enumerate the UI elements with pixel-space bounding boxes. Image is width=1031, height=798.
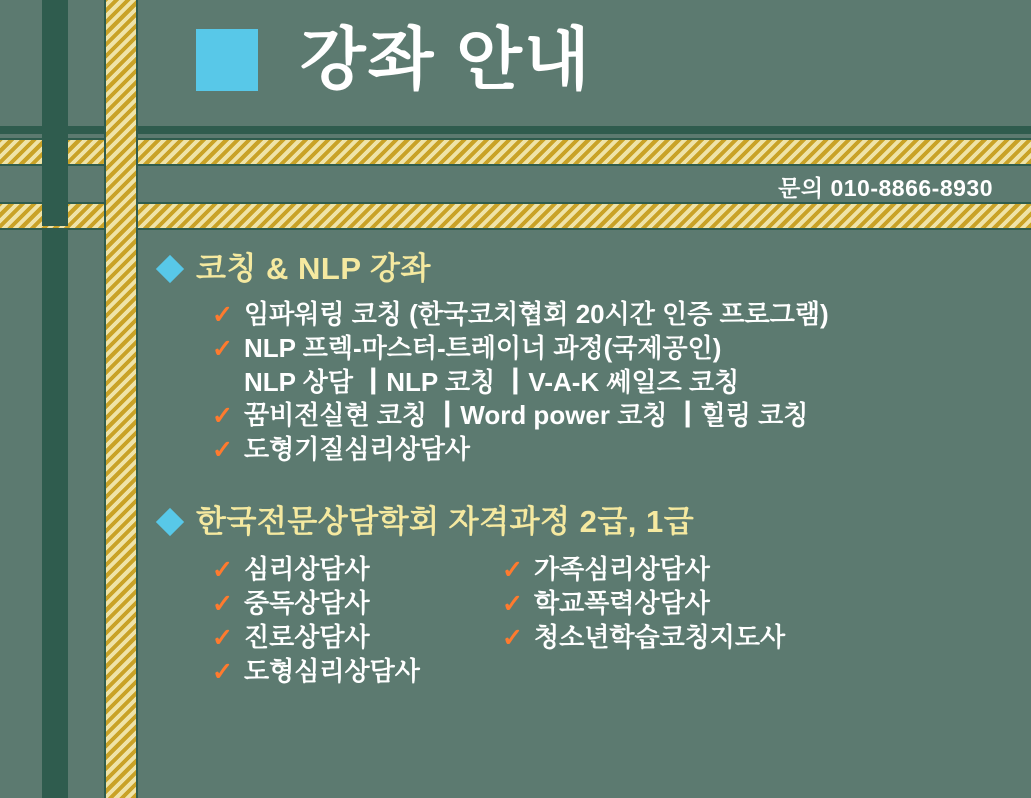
list-item bbox=[502, 587, 785, 621]
check-icon: ✓ bbox=[212, 402, 233, 431]
list-item-label: 꿈비전실현 코칭 ┃Word power 코칭 ┃힐링 코칭 bbox=[244, 400, 809, 431]
diamond-bullet-icon bbox=[156, 255, 184, 283]
section-header bbox=[160, 252, 1010, 286]
decor-horizontal-gold-band-top bbox=[0, 138, 1031, 166]
slide-content bbox=[160, 252, 1010, 698]
list-item-label: 진로상담사 bbox=[244, 621, 370, 652]
section-counseling-certification bbox=[160, 505, 1010, 688]
list-item bbox=[212, 621, 502, 655]
list-item bbox=[212, 433, 1010, 467]
section-header bbox=[160, 505, 1010, 539]
list-item-label: NLP 프렉-마스터-트레이너 과정(국제공인) bbox=[244, 332, 722, 363]
check-icon: ✓ bbox=[502, 589, 523, 618]
section-title: 코칭 & NLP 강좌 bbox=[196, 251, 431, 286]
check-icon: ✓ bbox=[212, 589, 233, 618]
list-item bbox=[212, 553, 502, 587]
check-icon: ✓ bbox=[212, 657, 233, 686]
list-item bbox=[212, 399, 1010, 433]
list-item-label: 임파워링 코칭 (한국코치협회 20시간 인증 프로그램) bbox=[244, 299, 829, 330]
title-square-icon bbox=[196, 29, 258, 91]
item-column-right bbox=[502, 553, 785, 688]
section-item-list bbox=[212, 298, 1010, 467]
list-item bbox=[212, 366, 1010, 400]
decor-vertical-gold-band bbox=[104, 0, 138, 798]
decor-horizontal-gold-band-bottom bbox=[0, 202, 1031, 230]
list-item-label: 도형기질심리상담사 bbox=[244, 434, 471, 465]
slide-title-row bbox=[196, 22, 592, 98]
contact-info: 문의 010-8866-8930 bbox=[778, 175, 993, 201]
check-icon: ✓ bbox=[502, 556, 523, 585]
decor-vertical-green-cross bbox=[42, 138, 68, 226]
diamond-bullet-icon bbox=[156, 508, 184, 536]
list-item-label: 학교폭력상담사 bbox=[534, 587, 710, 618]
check-icon: ✓ bbox=[212, 301, 233, 330]
page-title: 강좌 안내 bbox=[300, 22, 592, 98]
list-item-label: 심리상담사 bbox=[244, 554, 370, 585]
section-title: 한국전문상담학회 자격과정 2급, 1급 bbox=[196, 504, 695, 540]
list-item-label: 가족심리상담사 bbox=[534, 554, 710, 585]
list-item bbox=[502, 553, 785, 587]
check-icon: ✓ bbox=[212, 436, 233, 465]
check-icon: ✓ bbox=[212, 334, 233, 363]
item-column-left bbox=[212, 553, 502, 688]
list-item-label: NLP 상담 ┃NLP 코칭 ┃V-A-K 쎄일즈 코칭 bbox=[244, 366, 740, 397]
check-icon: ✓ bbox=[212, 623, 233, 652]
list-item bbox=[212, 655, 502, 689]
section-coaching-nlp bbox=[160, 252, 1010, 467]
list-item bbox=[502, 621, 785, 655]
decor-horizontal-dark-band bbox=[0, 126, 1031, 134]
list-item bbox=[212, 298, 1010, 332]
check-icon: ✓ bbox=[212, 556, 233, 585]
list-item-label: 청소년학습코칭지도사 bbox=[534, 621, 786, 652]
section-item-columns bbox=[212, 553, 1010, 688]
list-item bbox=[212, 587, 502, 621]
list-item-label: 도형심리상담사 bbox=[244, 655, 420, 686]
decor-vertical-green-band bbox=[42, 0, 68, 798]
check-icon: ✓ bbox=[502, 623, 523, 652]
list-item-label: 중독상담사 bbox=[244, 587, 370, 618]
list-item bbox=[212, 332, 1010, 366]
